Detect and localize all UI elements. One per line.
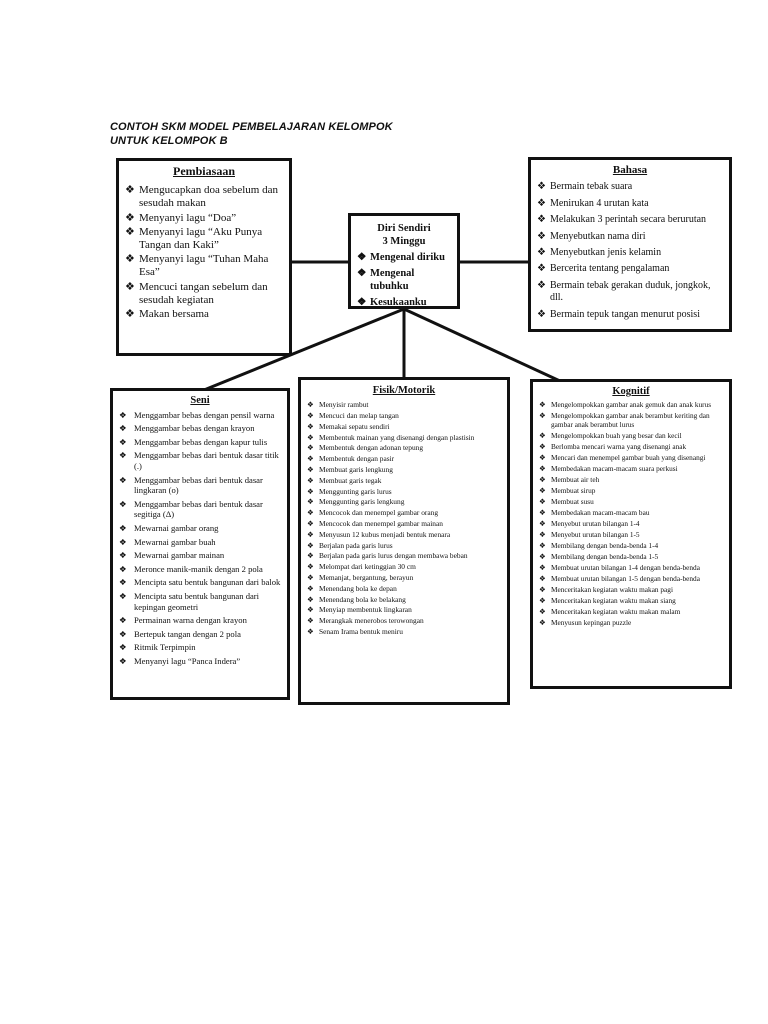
pembiasaan-box [116, 158, 292, 356]
list-item-text: Memanjat, bergantung, berayun [319, 572, 414, 582]
list-item-text: Membilang dengan benda-benda 1-4 [551, 541, 659, 550]
list-item-text: Bermain tebak suara [550, 181, 633, 193]
list-item [539, 442, 723, 451]
list-item-text: Mencocok dan menempel gambar mainan [319, 518, 443, 528]
bullet-icon: ❖ [125, 308, 135, 321]
list-item [119, 591, 281, 612]
list-item-text: Membuat susu [551, 497, 594, 506]
list-item [539, 475, 723, 484]
list-item [357, 251, 451, 264]
list-item [119, 523, 281, 534]
bullet-icon: ❖ [125, 280, 135, 293]
bullet-icon: ❖ [125, 184, 135, 197]
list-item-text: Menyebut urutan bilangan 1-5 [551, 530, 640, 539]
list-item [307, 487, 501, 496]
list-item-text: Mewarnai gambar mainan [134, 550, 225, 561]
list-item [307, 627, 501, 636]
list-item [125, 308, 283, 321]
list-item [119, 499, 281, 520]
bullet-icon: ❖ [119, 450, 127, 461]
fisik-motorik-box [298, 377, 510, 705]
bullet-icon: ❖ [119, 423, 127, 434]
list-item [119, 656, 281, 667]
list-item [537, 263, 723, 275]
bullet-icon: ❖ [539, 563, 546, 572]
pembiasaan-list [125, 184, 283, 321]
kognitif-heading: Kognitif [612, 386, 650, 397]
bullet-icon: ❖ [539, 486, 546, 495]
list-item [125, 226, 283, 252]
list-item [539, 607, 723, 616]
bullet-icon: ❖ [125, 225, 135, 238]
list-item [307, 595, 501, 604]
list-item-text: Membuat air teh [551, 475, 600, 484]
bullet-icon: ❖ [119, 409, 127, 420]
list-item [307, 454, 501, 463]
list-item-text: Meronce manik-manik dengan 2 pola [134, 563, 263, 574]
bullet-icon: ❖ [307, 497, 314, 507]
list-item-text: Menyanyi lagu “Tuhan Maha Esa” [139, 253, 269, 279]
list-item [537, 231, 723, 243]
list-item [119, 564, 281, 575]
bullet-icon: ❖ [539, 618, 546, 627]
list-item-text: Mengelompokkan buah yang besar dan kecil [551, 431, 682, 440]
list-item [357, 267, 451, 293]
list-item-text: Menyisir rambut [319, 400, 369, 410]
bullet-icon: ❖ [307, 400, 314, 410]
list-item [307, 400, 501, 409]
list-item-text: Bermain tepuk tangan menurut posisi [550, 308, 700, 320]
bullet-icon: ❖ [307, 464, 314, 474]
seni-box [110, 388, 290, 700]
list-item [539, 563, 723, 572]
list-item-text: Menggambar bebas dengan pensil warna [134, 409, 275, 420]
bullet-icon: ❖ [307, 411, 314, 420]
theme-title: Diri Sendiri [377, 223, 431, 234]
bullet-icon: ❖ [307, 475, 314, 485]
bullet-icon: ❖ [539, 596, 546, 605]
list-item-text: Menendang bola ke belakang [319, 594, 406, 604]
list-item-text: Berjalan pada garis lurus dengan membawa beban [319, 551, 468, 561]
list-item-text: Mewarnai gambar orang [134, 522, 219, 533]
bullet-icon: ❖ [119, 577, 127, 588]
bullet-icon: ❖ [307, 583, 314, 593]
bullet-icon: ❖ [307, 540, 314, 550]
bullet-icon: ❖ [307, 486, 314, 496]
bahasa-box [528, 157, 732, 332]
list-item-text: Menyusun kepingan puzzle [551, 618, 632, 627]
bullet-icon: ❖ [537, 197, 546, 209]
list-item-text: Menggambar bebas dengan kapur tulis [134, 436, 268, 447]
bullet-icon: ❖ [119, 536, 127, 547]
list-item [307, 497, 501, 506]
bullet-icon: ❖ [307, 572, 314, 582]
list-item-text: Menyanyi lagu “Doa” [139, 211, 237, 224]
list-item-text: Membuat urutan bilangan 1-5 dengan benda-benda [551, 574, 700, 583]
list-item [307, 584, 501, 593]
list-item-text: Menggunting garis lengkung [319, 497, 405, 507]
list-item-text: Membentuk dengan pasir [319, 454, 395, 464]
list-item-text: Makan bersama [139, 308, 209, 321]
bullet-icon: ❖ [537, 279, 546, 291]
list-item-text: Berjalan pada garis lurus [319, 540, 393, 550]
bullet-icon: ❖ [539, 400, 546, 409]
bullet-icon: ❖ [119, 498, 127, 509]
list-item-text: Membilang dengan benda-benda 1-5 [551, 552, 659, 561]
list-item [125, 253, 283, 279]
title-line-1: CONTOH SKM MODEL PEMBELAJARAN KELOMPOK [110, 121, 393, 133]
bullet-icon: ❖ [537, 181, 546, 193]
list-item [539, 552, 723, 561]
list-item-text: Menyanyi lagu “Panca Indera” [134, 655, 241, 666]
bullet-icon: ❖ [539, 607, 546, 616]
list-item [539, 486, 723, 495]
bullet-icon: ❖ [357, 252, 367, 263]
bullet-icon: ❖ [539, 508, 546, 517]
list-item-text: Menggambar bebas dari bentuk dasar titik (.) [134, 450, 279, 471]
list-item [307, 562, 501, 571]
list-item-text: Mengenal diriku [370, 252, 445, 263]
list-item [119, 437, 281, 448]
list-item-text: Membentuk mainan yang disenangi dengan plastisin [319, 432, 475, 442]
bullet-icon: ❖ [307, 508, 314, 518]
list-item [539, 400, 723, 409]
bullet-icon: ❖ [539, 442, 546, 451]
list-item [539, 574, 723, 583]
list-item-text: Menyusun 12 kubus menjadi bentuk menara [319, 529, 451, 539]
list-item [357, 296, 451, 309]
bullet-icon: ❖ [307, 432, 314, 442]
list-item [539, 618, 723, 627]
bullet-icon: ❖ [539, 464, 546, 473]
list-item [539, 453, 723, 462]
seni-list [119, 410, 281, 667]
bullet-icon: ❖ [119, 655, 127, 666]
bullet-icon: ❖ [307, 421, 314, 431]
bullet-icon: ❖ [125, 253, 135, 266]
bullet-icon: ❖ [119, 436, 127, 447]
list-item-text: Mewarnai gambar buah [134, 536, 216, 547]
subtheme-list [357, 251, 451, 309]
list-item [307, 551, 501, 560]
list-item [307, 573, 501, 582]
bahasa-list [537, 181, 723, 321]
bahasa-heading: Bahasa [612, 164, 648, 176]
list-item [539, 497, 723, 506]
list-item [307, 465, 501, 474]
bullet-icon: ❖ [539, 552, 546, 561]
bullet-icon: ❖ [307, 562, 314, 572]
list-item-text: Mencipta satu bentuk bangunan dari kepingan geometri [134, 590, 260, 612]
bullet-icon: ❖ [119, 474, 127, 485]
list-item-text: Membentuk dengan adonan tepung [319, 443, 424, 453]
bullet-icon: ❖ [307, 551, 314, 561]
bullet-icon: ❖ [537, 263, 546, 275]
bullet-icon: ❖ [307, 529, 314, 539]
list-item-text: Menendang bola ke depan [319, 583, 397, 593]
bullet-icon: ❖ [539, 541, 546, 550]
list-item [125, 212, 283, 225]
list-item [537, 247, 723, 259]
list-item-text: Membedakan macam-macam bau [551, 508, 650, 517]
kognitif-box [530, 379, 732, 689]
list-item [125, 281, 283, 307]
bullet-icon: ❖ [539, 519, 546, 528]
list-item [539, 596, 723, 605]
theme-duration: 3 Minggu [382, 236, 426, 247]
list-item [537, 309, 723, 321]
list-item [307, 605, 501, 614]
list-item-text: Membuat sirup [551, 486, 596, 495]
list-item-text: Membuat urutan bilangan 1-4 dengan benda-benda [551, 563, 700, 572]
list-item-text: Mencuci dan melap tangan [319, 411, 399, 420]
list-item-text: Merangkak menerobos terowongan [319, 616, 424, 626]
list-item-text: Mencocok dan menempel gambar orang [319, 508, 439, 518]
list-item [307, 616, 501, 625]
list-item-text: Mencuci tangan sebelum dan sesudah kegiatan [139, 280, 268, 306]
bullet-icon: ❖ [537, 230, 546, 242]
bullet-icon: ❖ [307, 443, 314, 453]
list-item-text: Mengenal tubuhku [370, 268, 415, 292]
list-item-text: Bertepuk tangan dengan 2 pola [134, 628, 241, 639]
bullet-icon: ❖ [539, 530, 546, 539]
bullet-icon: ❖ [539, 574, 546, 583]
bullet-icon: ❖ [119, 550, 127, 561]
list-item-text: Senam Irama bentuk meniru [319, 626, 403, 636]
bullet-icon: ❖ [119, 628, 127, 639]
title-line-2: UNTUK KELOMPOK B [110, 135, 228, 147]
list-item [119, 410, 281, 421]
list-item-text: Menyebutkan jenis kelamin [550, 247, 662, 259]
list-item [307, 433, 501, 442]
bullet-icon: ❖ [537, 308, 546, 320]
list-item [307, 519, 501, 528]
list-item [119, 577, 281, 588]
bullet-icon: ❖ [539, 497, 546, 506]
list-item-text: Menggunting garis lurus [319, 486, 392, 496]
list-item [537, 198, 723, 210]
list-item [539, 519, 723, 528]
list-item-text: Menggambar bebas dari bentuk dasar lingkaran (o) [134, 474, 263, 496]
list-item [119, 537, 281, 548]
list-item [307, 476, 501, 485]
bullet-icon: ❖ [119, 615, 127, 626]
list-item [307, 443, 501, 452]
list-item [119, 629, 281, 640]
bullet-icon: ❖ [119, 522, 127, 533]
list-item [119, 642, 281, 653]
list-item-text: Menggambar bebas dari bentuk dasar segitiga (Δ) [134, 498, 263, 520]
bullet-icon: ❖ [307, 626, 314, 636]
list-item-text: Menceritakan kegiatan waktu makan pagi [551, 585, 673, 594]
list-item [539, 585, 723, 594]
bullet-icon: ❖ [125, 211, 135, 224]
list-item-text: Mengelompokkan gambar anak berambut keriting dan gambar anak berambut lurus [551, 411, 710, 429]
fisik-motorik-heading: Fisik/Motorik [372, 385, 436, 396]
list-item-text: Membuat garis lengkung [319, 464, 393, 474]
list-item-text: Berlomba mencari warna yang disenangi anak [551, 442, 687, 451]
list-item [307, 411, 501, 420]
theme-box [348, 213, 460, 309]
list-item-text: Mencari dan menempel gambar buah yang disenangi [551, 453, 706, 462]
list-item-text: Permainan warna dengan krayon [134, 615, 247, 626]
list-item [307, 541, 501, 550]
list-item [537, 214, 723, 226]
bullet-icon: ❖ [539, 411, 546, 420]
list-item [119, 615, 281, 626]
bullet-icon: ❖ [539, 453, 546, 462]
fisik-motorik-list [307, 400, 501, 636]
bullet-icon: ❖ [119, 642, 127, 653]
list-item [307, 422, 501, 431]
list-item-text: Membuat garis tegak [319, 475, 382, 485]
bullet-icon: ❖ [539, 431, 546, 440]
list-item-text: Menyebutkan nama diri [550, 230, 646, 242]
list-item-text: Menceritakan kegiatan waktu makan malam [551, 607, 681, 616]
bullet-icon: ❖ [537, 247, 546, 259]
list-item [119, 475, 281, 496]
list-item-text: Kesukaanku [370, 297, 427, 308]
list-item-text: Melompat dari ketinggian 30 cm [319, 562, 416, 572]
list-item [539, 541, 723, 550]
pembiasaan-heading: Pembiasaan [172, 164, 235, 178]
list-item [539, 508, 723, 517]
bullet-icon: ❖ [307, 518, 314, 528]
list-item-text: Menyebut urutan bilangan 1-4 [551, 519, 640, 528]
bullet-icon: ❖ [539, 475, 546, 484]
list-item [539, 530, 723, 539]
bullet-icon: ❖ [537, 214, 546, 226]
list-item-text: Mengucapkan doa sebelum dan sesudah makan [139, 184, 278, 210]
list-item [119, 450, 281, 471]
list-item [125, 184, 283, 210]
list-item-text: Menyanyi lagu “Aku Punya Tangan dan Kaki” [139, 225, 263, 252]
list-item [537, 280, 723, 305]
bullet-icon: ❖ [307, 594, 314, 604]
list-item-text: Memakai sepatu sendiri [319, 421, 390, 431]
list-item-text: Menyiap membentuk lingkaran [319, 605, 412, 615]
bullet-icon: ❖ [119, 563, 127, 574]
list-item-text: Bermain tebak gerakan duduk, jongkok, dll. [550, 279, 711, 304]
list-item [539, 431, 723, 440]
bullet-icon: ❖ [307, 616, 314, 626]
bullet-icon: ❖ [357, 268, 367, 279]
list-item-text: Melakukan 3 perintah secara berurutan [550, 214, 707, 226]
list-item [307, 508, 501, 517]
kognitif-list [539, 400, 723, 627]
list-item [537, 181, 723, 193]
list-item-text: Mencipta satu bentuk bangunan dari balok [134, 577, 281, 588]
seni-heading: Seni [190, 395, 210, 406]
list-item-text: Ritmik Terpimpin [134, 642, 196, 653]
list-item-text: Menirukan 4 urutan kata [550, 197, 649, 209]
list-item-text: Menggambar bebas dengan krayon [134, 423, 255, 434]
bullet-icon: ❖ [539, 585, 546, 594]
list-item-text: Mengelompokkan gambar anak gemuk dan anak kurus [551, 400, 712, 409]
bullet-icon: ❖ [307, 454, 314, 464]
list-item-text: Membedakan macam-macam suara perkusi [551, 464, 678, 473]
bullet-icon: ❖ [357, 297, 367, 308]
bullet-icon: ❖ [307, 605, 314, 615]
list-item [119, 423, 281, 434]
list-item [119, 550, 281, 561]
list-item [539, 411, 723, 429]
list-item [307, 530, 501, 539]
list-item-text: Bercerita tentang pengalaman [550, 263, 670, 275]
list-item [539, 464, 723, 473]
bullet-icon: ❖ [119, 590, 127, 601]
list-item-text: Menceritakan kegiatan waktu makan siang [551, 596, 676, 605]
